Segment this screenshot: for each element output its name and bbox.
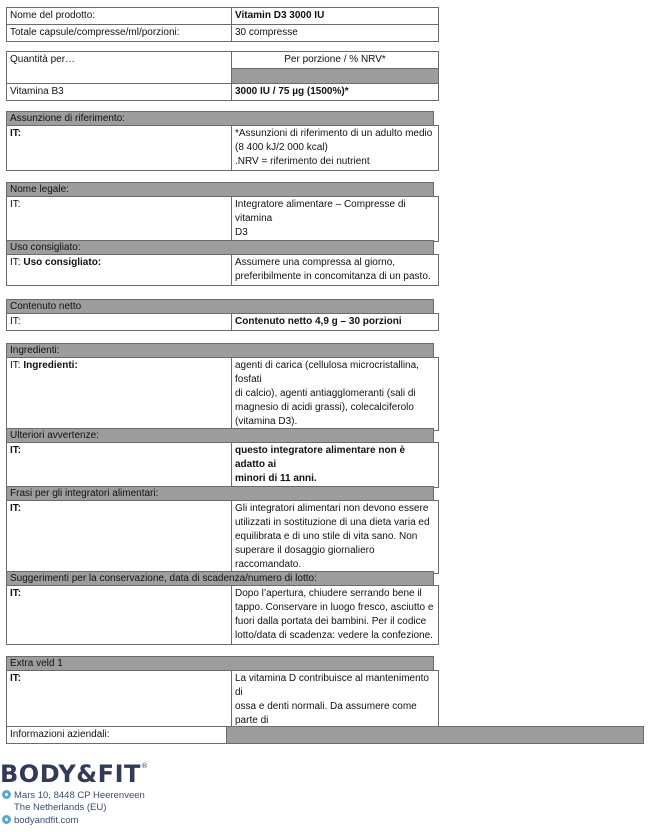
product-name-value: Vitamin D3 3000 IU: [232, 8, 439, 25]
vitamin-value: 3000 IU / 75 µg (1500%)*: [232, 84, 439, 101]
extra-text: La vitamina D contribuisce al mantenimento di ossa e denti normali. Da assumere come parte di: [232, 671, 439, 744]
nutrition-header-bar: [232, 69, 439, 84]
address-line-2: The Netherlands (EU): [14, 802, 107, 813]
net-value: Contenuto netto 4,9 g – 30 porzioni: [232, 314, 439, 331]
warnings-header: Ulteriori avvertenze:: [6, 428, 434, 443]
reference-table: [6, 125, 439, 171]
company-label: Informazioni aziendali:: [7, 727, 227, 744]
ingredients-table: [6, 357, 439, 431]
ingredients-text: agenti di carica (cellulosa microcristallina, fosfati di calcio), agenti antiagglomeranti (sali di magnesio di acidi grassi), colecalciferolo (vitamina D3).: [232, 358, 439, 431]
product-table: [6, 7, 439, 42]
legal-table: [6, 196, 439, 242]
storage-table: [6, 585, 439, 645]
net-lang: IT:: [7, 314, 232, 331]
company-table: [6, 726, 644, 744]
legal-header: Nome legale:: [6, 182, 434, 197]
location-pin-icon: [2, 790, 11, 799]
phrases-lang: IT:: [7, 501, 232, 574]
reference-header: Assunzione di riferimento:: [6, 111, 434, 126]
product-count-value: 30 compresse: [232, 25, 439, 42]
ingredients-header: Ingredienti:: [6, 343, 434, 358]
phrases-table: [6, 500, 439, 574]
nutrition-table: [6, 51, 439, 101]
company-value-bar: [227, 727, 644, 744]
legal-lang: IT:: [7, 197, 232, 242]
extra-lang: IT:: [7, 671, 232, 744]
quantity-label: Quantità per…: [7, 52, 232, 84]
website[interactable]: bodyandfit.com: [2, 815, 78, 827]
product-name-label: Nome del prodotto:: [7, 8, 232, 25]
reference-lang: IT:: [7, 126, 232, 171]
nutrition-header: Per porzione / % NRV*: [232, 52, 439, 69]
warnings-text: questo integratore alimentare non è adatto ai minori di 11 anni.: [232, 443, 439, 488]
legal-text: Integratore alimentare – Compresse di vitamina D3: [232, 197, 439, 242]
address-line-1: Mars 10, 8448 CP Heerenveen: [2, 790, 145, 802]
storage-text: Dopo l’apertura, chiudere serrando bene il tappo. Conservare in luogo fresco, asciutto e fuori dalla portata dei bambini. Per il codice lotto/data di scadenza: vedere la confezione.: [232, 586, 439, 645]
phrases-text: Gli integratori alimentari non devono essere utilizzati in sostituzione di una dieta varia ed equilibrata e di uno stile di vita sano. Non superare il dosaggio giornaliero raccomandato.: [232, 501, 439, 574]
registered-mark: ®: [140, 762, 149, 770]
product-count-label: Totale capsule/compresse/ml/porzioni:: [7, 25, 232, 42]
phrases-header: Frasi per gli integratori alimentari:: [6, 486, 434, 501]
usage-table: [6, 254, 439, 286]
usage-header: Uso consigliato:: [6, 240, 434, 255]
usage-lang: IT: Uso consigliato:: [7, 255, 232, 286]
net-table: [6, 313, 439, 331]
storage-lang: IT:: [7, 586, 232, 645]
storage-header: Suggerimenti per la conservazione, data di scadenza/numero di lotto:: [6, 571, 434, 586]
brand-logo: BODY&FIT®: [0, 760, 149, 788]
ingredients-lang: IT: Ingredienti:: [7, 358, 232, 431]
usage-text: Assumere una compressa al giorno, preferibilmente in concomitanza di un pasto.: [232, 255, 439, 286]
net-header: Contenuto netto: [6, 299, 434, 314]
extra-header: Extra veld 1: [6, 656, 434, 671]
warnings-table: [6, 442, 439, 488]
globe-icon: [2, 815, 11, 824]
reference-text: *Assunzioni di riferimento di un adulto medio (8 400 kJ/2 000 kcal) .NRV = riferimento dei nutrient: [232, 126, 439, 171]
warnings-lang: IT:: [7, 443, 232, 488]
vitamin-label: Vitamina B3: [7, 84, 232, 101]
